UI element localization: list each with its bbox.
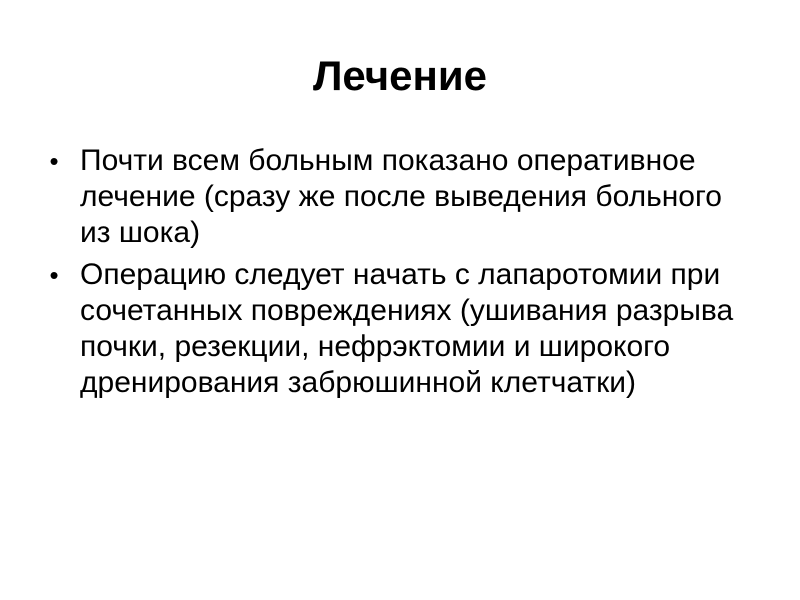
bullet-item-2	[44, 257, 744, 401]
bullet-item-1	[44, 143, 744, 251]
slide-title: Лечение	[312, 52, 488, 99]
bullet-dot-icon: •	[49, 260, 59, 290]
bullet-list	[44, 143, 744, 407]
bullet-text-2: Операцию следует начать с лапаротомии при сочетанных повреждениях (ушивания разрыва почки, резекции, нефрэктомии и широкого дренирования забрюшинной клетчатки)	[80, 258, 734, 399]
bullet-text-1: Почти всем больным показано оперативное лечение (сразу же после выведения больного из шока)	[80, 144, 722, 249]
bullet-dot-icon: •	[49, 146, 59, 176]
